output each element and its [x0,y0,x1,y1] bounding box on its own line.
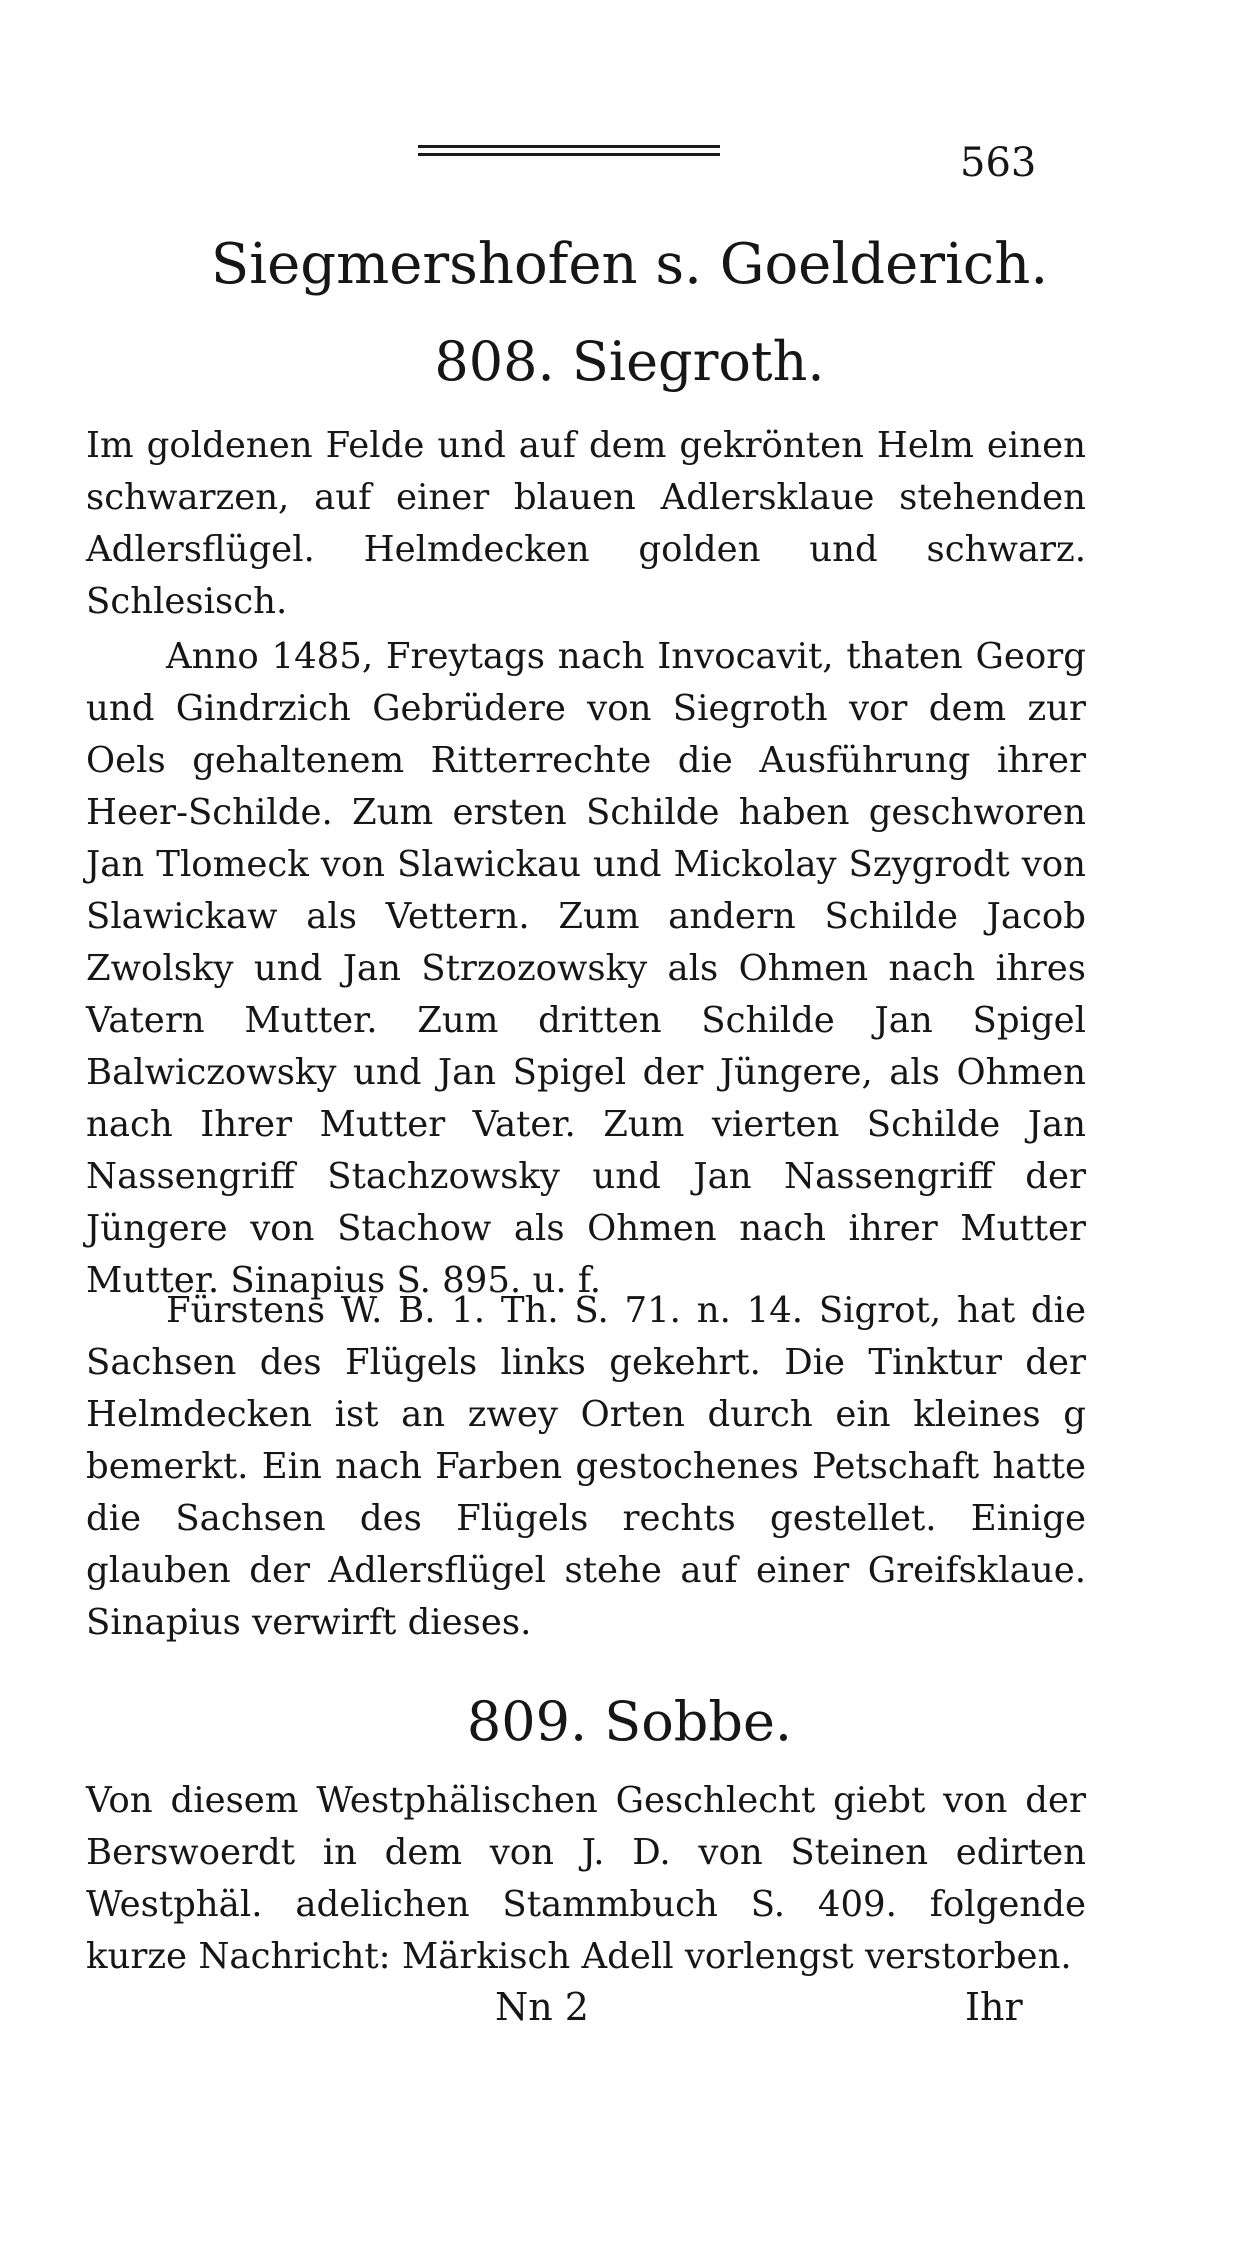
entry-heading-808: 808. Siegroth. [434,330,825,393]
entry-heading-809: 809. Sobbe. [466,1690,793,1753]
entry-808-history [86,631,1086,1307]
paragraph: Anno 1485, Freytags nach Invocavit, thaten Georg und Gindrzich Gebrüdere von Siegroth vor dem zur Oels gehaltenem Ritterrechte die Ausführung ihrer Heer-Schilde. Zum ersten Schilde haben geschworen Jan Tlomeck von Slawickau und Mickolay Szygrodt von Slawickaw als Vettern. Zum andern Schilde Jacob Zwolsky und Jan Strzozowsky als Ohmen nach ihres Vatern Mutter. Zum dritten Schilde Jan Spigel Balwiczowsky und Jan Spigel der Jüngere, als Ohmen nach Ihrer Mutter Vater. Zum vierten Schilde Jan Nassengriff Stachzowsky und Jan Nassengriff der Jüngere von Stachow als Ohmen nach ihrer Mutter Mutter. Sinapius S. 895. u. f. [86,636,1086,1301]
entry-809-text [86,1775,1086,1983]
header-rule-top [418,145,720,148]
header-rule-bottom [418,153,720,156]
entry-808-references [86,1285,1086,1649]
paragraph: Von diesem Westphälischen Geschlecht giebt von der Berswoerdt in dem von J. D. von Steinen edirten Westphäl. adelichen Stammbuch S. 409. folgende kurze Nachricht: Märkisch Adell vorlengst verstorben. [86,1780,1086,1977]
entry-808-blazon [86,420,1086,628]
page-number: 563 [960,140,1037,186]
catchword: Ihr [965,1985,1023,2029]
signature-mark: Nn 2 [495,1985,589,2029]
running-title: Siegmershofen s. Goelderich. [210,232,1049,297]
paragraph: Im goldenen Felde und auf dem gekrönten Helm einen schwarzen, auf einer blauen Adlersklaue stehenden Adlersflügel. Helmdecken golden und schwarz. Schlesisch. [86,425,1086,622]
paragraph: Fürstens W. B. 1. Th. S. 71. n. 14. Sigrot, hat die Sachsen des Flügels links gekehrt. Die Tinktur der Helmdecken ist an zwey Orten durch ein kleines g bemerkt. Ein nach Farben gestochenes Petschaft hatte die Sachsen des Flügels rechts gestellet. Einige glauben der Adlersflügel stehe auf einer Greifsklaue. Sinapius verwirft dieses. [86,1290,1086,1643]
